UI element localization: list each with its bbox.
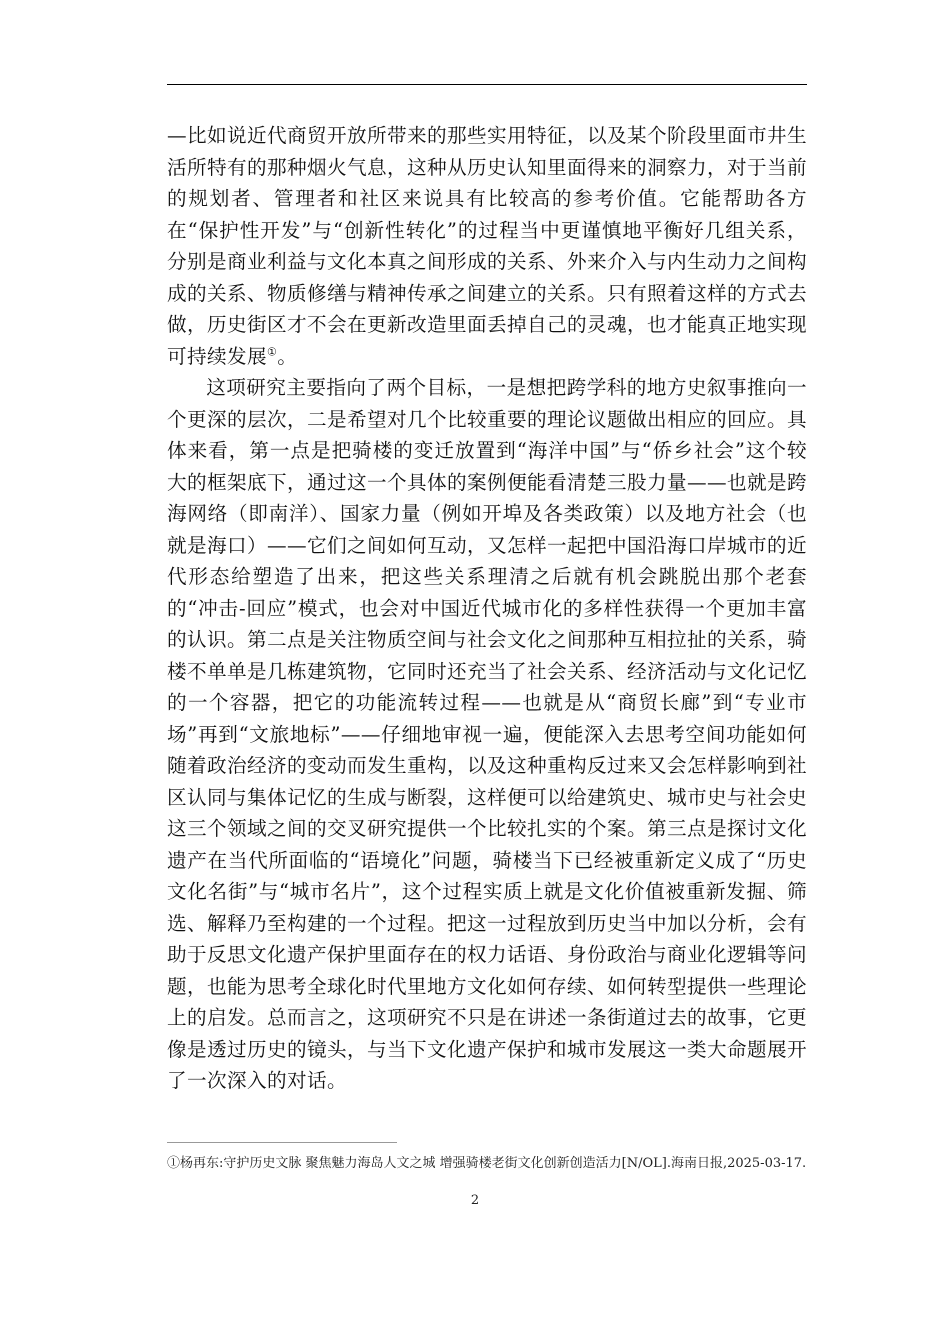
paragraph-1 <box>167 120 807 372</box>
header-rule <box>167 84 807 85</box>
paragraph-1-text: —比如说近代商贸开放所带来的那些实用特征，以及某个阶段里面市井生活所特有的那种烟火气息，这种从历史认知里面得来的洞察力，对于当前的规划者、管理者和社区来说具有比较高的参考价值。它能帮助各方在“保护性开发”与“创新性转化”的过程当中更谨慎地平衡好几组关系，分别是商业利益与文化本真之间形成的关系、外来介入与内生动力之间构成的关系、物质修缮与精神传承之间建立的关系。只有照着这样的方式去做，历史街区才不会在更新改造里面丢掉自己的灵魂，也才能真正地实现可持续发展 <box>167 124 807 368</box>
footnote: ①杨再东:守护历史文脉 聚焦魅力海岛人文之城 增强骑楼老街文化创新创造活力[N/OL].海南日报,2025-03-17. <box>167 1156 807 1171</box>
paragraph-2: 这项研究主要指向了两个目标，一是想把跨学科的地方史叙事推向一个更深的层次，二是希望对几个比较重要的理论议题做出相应的回应。具体来看，第一点是把骑楼的变迁放置到“海洋中国”与“侨乡社会”这个较大的框架底下，通过这一个具体的案例便能看清楚三股力量——也就是跨海网络（即南洋）、国家力量（例如开埠及各类政策）以及地方社会（也就是海口）——它们之间如何互动，又怎样一起把中国沿海口岸城市的近代形态给塑造了出来，把这些关系理清之后就有机会跳脱出那个老套的“冲击-回应”模式，也会对中国近代城市化的多样性获得一个更加丰富的认识。第二点是关注物质空间与社会文化之间那种互相拉扯的关系，骑楼不单单是几栋建筑物，它同时还充当了社会关系、经济活动与文化记忆的一个容器，把它的功能流转过程——也就是从“商贸长廊”到“专业市场”再到“文旅地标”——仔细地审视一遍，便能深入去思考空间功能如何随着政治经济的变动而发生重构，以及这种重构反过来又会怎样影响到社区认同与集体记忆的生成与断裂，这样便可以给建筑史、城市史与社会史这三个领域之间的交叉研究提供一个比较扎实的个案。第三点是探讨文化遗产在当代所面临的“语境化”问题，骑楼当下已经被重新定义成了“历史文化名街”与“城市名片”，这个过程实质上就是文化价值被重新发掘、筛选、解释乃至构建的一个过程。把这一过程放到历史当中加以分析，会有助于反思文化遗产保护里面存在的权力话语、身份政治与商业化逻辑等问题，也能为思考全球化时代里地方文化如何存续、如何转型提供一些理论上的启发。总而言之，这项研究不只是在讲述一条街道过去的故事，它更像是透过历史的镜头，与当下文化遗产保护和城市发展这一类大命题展开了一次深入的对话。 <box>167 376 807 1092</box>
page-number: 2 <box>470 1193 480 1208</box>
body-text <box>167 120 807 1097</box>
footnote-reference[interactable]: ① <box>266 344 278 358</box>
footnote-divider <box>167 1142 397 1143</box>
paragraph-1-end: 。 <box>277 344 298 368</box>
